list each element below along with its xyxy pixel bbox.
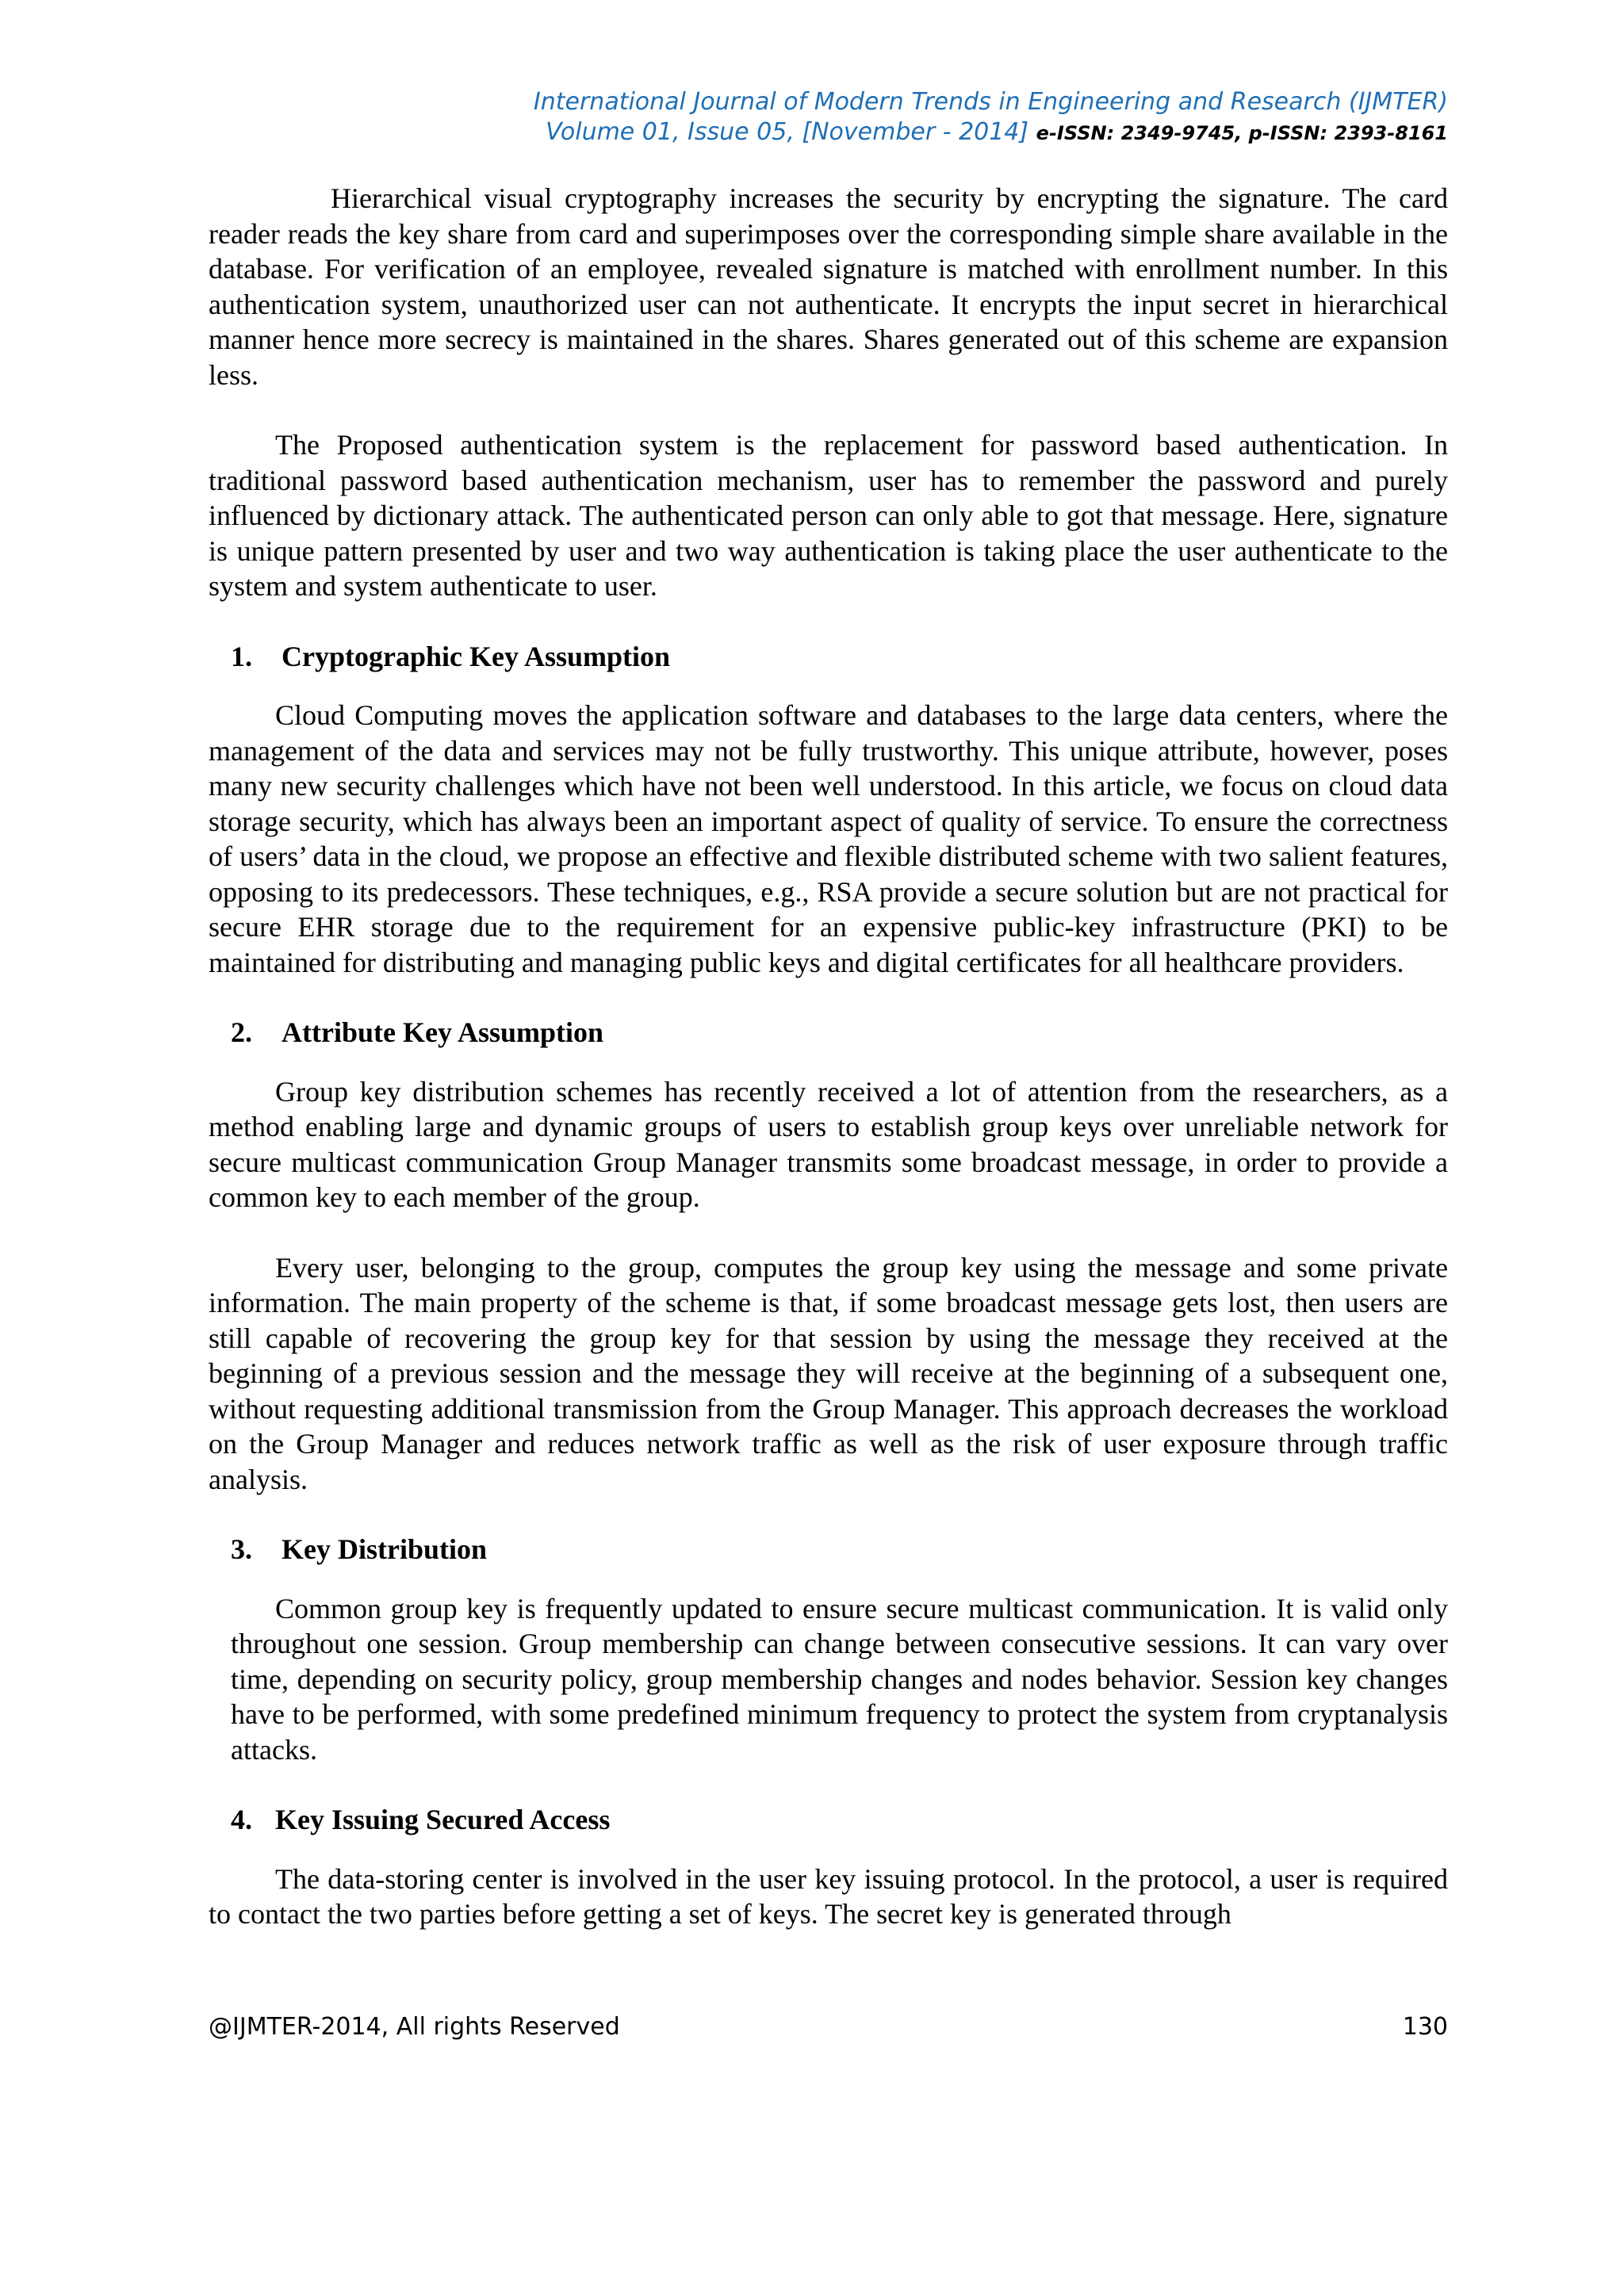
paragraph-every-user: Every user, belonging to the group, computes the group key using the message and some private information. The main property of the scheme is that, if some broadcast message gets lost, then users are still capable of recovering the group key for that session by using the message they received at the beginning of a previous session and the message they will receive at the beginning of a subsequent one, without requesting additional transmission from the Group Manager. This approach decreases the workload on the Group Manager and reduces network traffic as well as the risk of user exposure through traffic analysis. (209, 1251, 1448, 1495)
section-title: Cryptographic Key Assumption (282, 640, 671, 672)
journal-header (534, 87, 1448, 148)
section-number: 2. (231, 1016, 252, 1048)
section-number: 1. (231, 640, 252, 672)
section-heading-1 (231, 639, 1448, 675)
paragraph-data-storing-center: The data-storing center is involved in the user key issuing protocol. In the protocol, a user is required to contact the two parties before getting a set of keys. The secret key is generated through (209, 1862, 1448, 1930)
section-title: Attribute Key Assumption (282, 1016, 604, 1048)
page-footer (209, 2012, 1448, 2042)
footer-copyright: @IJMTER-2014, All rights Reserved (209, 2013, 620, 2041)
journal-title: International Journal of Modern Trends in Engineering and Research (IJMTER) (533, 88, 1448, 116)
journal-volume-line (534, 117, 1448, 148)
section-number: 3. (231, 1533, 252, 1565)
section-heading-4 (231, 1802, 1448, 1838)
journal-issn: e-ISSN: 2349-9745, p-ISSN: 2393-8161 (1036, 122, 1448, 144)
paragraph-cryptographic-key: Cloud Computing moves the application software and databases to the large data centers, where the management of the data and services may not be fully trustworthy. This unique attribute, however, poses many new security challenges which have not been well understood. In this article, we focus on cloud data storage security, which has always been an important aspect of quality of service. To ensure the correctness of users’ data in the cloud, we propose an effective and flexible distributed scheme with two salient features, opposing to its predecessors. These techniques, e.g., RSA provide a secure solution but are not practical for secure EHR storage due to the requirement for an expensive public-key infrastructure (PKI) to be maintained for distributing and managing public keys and digital certificates for all healthcare providers. (209, 699, 1448, 978)
section-heading-3 (231, 1532, 1448, 1567)
journal-volume: Volume 01, Issue 05, [November - 2014] (546, 118, 1029, 146)
paragraph-common-group-key: Common group key is frequently updated to ensure secure multicast communication. It is valid only throughout one session. Group membership can change between consecutive sessions. It can vary over time, depending on security policy, group membership changes and nodes behavior. Session key changes have to be performed, with some predefined minimum frequency to protect the system from cryptanalysis attacks. (231, 1592, 1448, 1766)
section-number: 4. (231, 1804, 252, 1835)
page-number: 130 (1402, 2013, 1448, 2041)
page-body (209, 181, 1448, 1967)
paragraph-group-key-distribution: Group key distribution schemes has recently received a lot of attention from the researchers, as a method enabling large and dynamic groups of users to establish group keys over unreliable network for secure multicast communication Group Manager transmits some broadcast message, in order to provide a common key to each member of the group. (209, 1075, 1448, 1213)
paragraph-hierarchical-vc: Hierarchical visual cryptography increases the security by encrypting the signature. The card reader reads the key share from card and superimposes over the corresponding simple share available in the database. For verification of an employee, revealed signature is matched with enrollment number. In this authentication system, unauthorized user can not authenticate. It encrypts the input secret in hierarchical manner hence more secrecy is maintained in the shares. Shares generated out of this scheme are expansion less. (209, 182, 1448, 391)
paragraph-proposed-system: The Proposed authentication system is the replacement for password based authentication. In traditional password based authentication mechanism, user has to remember the password and purely influenced by dictionary attack. The authenticated person can only able to got that message. Here, signature is unique pattern presented by user and two way authentication is taking place the user authenticate to the system and system authenticate to user. (209, 429, 1448, 602)
section-title: Key Distribution (282, 1533, 488, 1565)
section-heading-2 (231, 1015, 1448, 1050)
section-title: Key Issuing Secured Access (275, 1804, 611, 1835)
